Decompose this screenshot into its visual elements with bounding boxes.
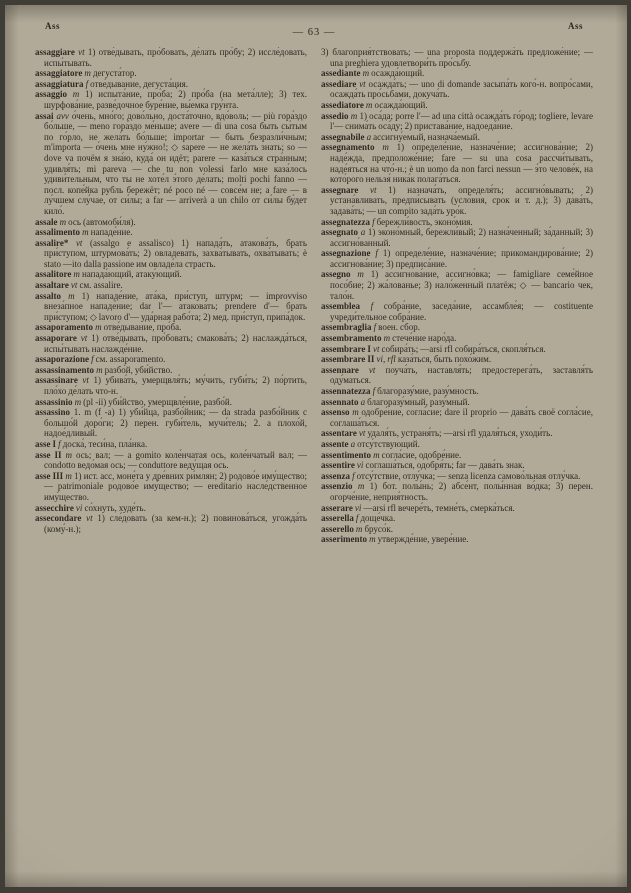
headword: assassinare [35, 375, 78, 386]
headword: assaporazione [35, 354, 89, 365]
headword: assediare [321, 78, 357, 89]
dictionary-entry: assente a отсу́тствующий. [321, 438, 420, 449]
dictionary-entry: assentimento m согла́сие, одобре́ние. [321, 449, 462, 460]
headword: assecondare [35, 513, 82, 524]
dictionary-entry: asserello m брусо́к. [321, 523, 394, 534]
dictionary-entry: 3) благоприя́тствовать; — una proposta поддержа́ть предложе́ние; — una preghiera удовлетвори́ть про́сьбу. [321, 47, 593, 68]
part-of-speech: m [365, 99, 373, 110]
headword: assembrare I [321, 343, 371, 354]
headword: assegnabile [321, 131, 365, 142]
part-of-speech: m [357, 481, 365, 492]
dictionary-entry: assaporazione f см. assaporamento. [35, 354, 166, 365]
dictionary-entry: assennatezza f благоразу́мие, разу́мность. [321, 386, 479, 396]
part-of-speech: m [95, 322, 102, 333]
running-head [35, 21, 593, 47]
part-of-speech: vt [369, 184, 377, 195]
headword: assentimento [321, 449, 371, 460]
part-of-speech: m [65, 449, 72, 460]
column-left [35, 47, 307, 883]
dictionary-entry: assegnato a 1) эконо́мный, бережли́вый; 2) назна́ченный; за́данный; 3) ассигно́ванный. [321, 227, 593, 248]
headword: assaporamento [35, 322, 93, 333]
part-of-speech: vi, rfl [376, 354, 396, 365]
part-of-speech: m [357, 269, 364, 280]
part-of-speech: f [370, 301, 374, 312]
part-of-speech: m [65, 470, 72, 481]
part-of-speech: m [73, 269, 80, 280]
dictionary-entry: assediare vt осажда́ть; — uno di domande засыпа́ть кого́-н. вопро́сами, осажда́ть про́сьбами, докуча́ть. [321, 78, 593, 100]
part-of-speech: f [375, 248, 378, 259]
dictionary-entry: assenso m одобре́ние, согла́сие; dare il proprio — дава́ть своё согла́сие, соглаша́ться. [321, 407, 593, 428]
guide-word-left: Ass [45, 21, 61, 31]
part-of-speech: vt [75, 237, 83, 248]
part-of-speech: vt [78, 47, 85, 57]
part-of-speech: vt [70, 280, 78, 291]
dictionary-entry: assemblea f собра́ние, заседа́ние, ассамбле́я; — costituente учреди́тельное собра́ние. [321, 301, 593, 322]
dictionary-entry: asse III m 1) ист. асс, моне́та у дре́вних ри́млян; 2) родово́е иму́щество; — patrimoniale родово́е иму́щество; — ereditario насле́дственное иму́щество. [35, 470, 307, 502]
part-of-speech: f [372, 386, 376, 396]
headword: assecchire [35, 502, 74, 513]
dictionary-entry: assediatore m осажда́ющий. [321, 99, 428, 110]
part-of-speech: vt [86, 513, 93, 524]
dictionary-entry: assaggiare vt 1) отве́дывать, про́бовать, де́лать про́бу; 2) иссле́довать, испы́тывать. [35, 47, 307, 68]
dictionary-entry: asse II m ось; вал; — a gomito коле́нчатая ось, коле́нчатый вал; — condotto ведо́мая ось; — conduttore веду́щая ось. [35, 449, 307, 471]
text-columns [35, 47, 593, 883]
dictionary-entry: assentire vi соглаша́ться, одобря́ть; far — дава́ть знак. [321, 460, 525, 471]
headword: assentire [321, 460, 355, 471]
headword: asse I [35, 438, 57, 449]
dictionary-entry: assaporamento m отве́дывание, про́ба. [35, 322, 182, 333]
dictionary-entry: assegno m 1) ассигнова́ние, ассигно́вка; — famigliare семе́йное посо́бие; 2) жа́лованье; 3) нало́женный платёж; ◇ — bancario чек, тало́н. [321, 269, 593, 301]
part-of-speech: f [352, 470, 355, 481]
part-of-speech: f [373, 322, 377, 333]
headword: assennato [321, 396, 359, 407]
dictionary-entry: assembramento m стече́ние наро́да. [321, 333, 457, 344]
dictionary-entry: assembrare II vi, rfl каза́ться, быть похо́жим. [321, 354, 492, 365]
dictionary-entry: assale m ось (автомоби́ля). [35, 216, 136, 227]
headword: assassinio [35, 396, 73, 407]
headword: asserello [321, 523, 354, 534]
part-of-speech: vi [75, 502, 83, 513]
headword: assedio [321, 110, 349, 121]
dictionary-entry: assediante m осажда́ющий. [321, 68, 425, 79]
dictionary-entry: assaporare vt 1) отве́дывать, про́бовать; смакова́ть; 2) наслажда́ться, испы́тывать наслажде́ние. [35, 333, 307, 354]
part-of-speech: vi [356, 460, 364, 471]
dictionary-entry: assai avv о́чень, мно́го; дово́льно, доста́точно, вдо́воль; — più гора́здо бо́льше, — meno гора́здо ме́ньше; avere — di una cosa быть сы́тым по го́рло, не жела́ть бо́льше; importar — быть безразли́чным; m'importa — о́чень мне ну́жно!; ◇ sapere — не жела́ть знать; so — dove va почём я зна́ю, куда́ он идёт; parere — каза́ться стра́нным; удивля́ть; mi pareva — che tu non volessi farlo мне каза́лось удиви́тельным, что ты не хоте́л э́того де́лать; molti pochi fanno — посл. копе́йка рубль бережёт; né poco né — совсе́м не; a fare — в лу́чшем слу́чае, от си́лы; a far — arriverà a un chilo от си́лы бу́дет кило́. [35, 110, 307, 216]
dictionary-entry: assalto m 1) нападе́ние, ата́ка, при́ступ, штурм; — improvviso внеза́пное нападе́ние; dar l'— атакова́ть; prendere d'— брать при́ступом; ◇ lavoro d'— уда́рная рабо́та; 2) мед. при́ступ, припа́док. [35, 290, 307, 322]
headword: assegnato [321, 227, 359, 238]
headword: assaggiatore [35, 68, 83, 79]
part-of-speech: m [84, 68, 91, 79]
part-of-speech: vt [368, 364, 376, 375]
dictionary-entry: assenzio m 1) бот. полы́нь; 2) абсе́нт, полы́нная во́дка; 3) перен. огорче́ние, неприя́тность. [321, 481, 593, 502]
part-of-speech: a [366, 131, 372, 142]
dictionary-entry: asserimento m утвержде́ние, увере́ние. [321, 534, 469, 545]
part-of-speech: a [360, 396, 366, 407]
dictionary-entry: assecchire vi со́хнуть, худе́ть. [35, 502, 146, 513]
dictionary-entry: assaggio m 1) испыта́ние, про́ба; 2) про́ба (на мета́лле); 3) тех. шурфова́ние, разве́дочное буре́ние, вы́емка гру́нта. [35, 89, 307, 110]
headword: asse III [35, 470, 64, 481]
part-of-speech: m [74, 396, 82, 407]
headword: assembraglia [321, 322, 372, 333]
dictionary-entry: assennato a благоразу́мный, разу́мный. [321, 396, 470, 407]
part-of-speech: m [362, 68, 370, 79]
headword: assassino [35, 407, 71, 418]
headword: assediante [321, 68, 361, 79]
headword: assennare [321, 364, 359, 375]
headword: assalimento [35, 227, 80, 238]
part-of-speech: avv [56, 110, 69, 121]
part-of-speech: vt [372, 343, 380, 354]
headword: assalire* [35, 237, 69, 248]
headword: assaltare [35, 280, 69, 291]
headword: asserimento [321, 534, 367, 545]
headword: assassinamento [35, 364, 95, 375]
part-of-speech: m [369, 534, 376, 545]
guide-word-right: Ass [567, 21, 583, 31]
dictionary-page [5, 5, 627, 887]
headword: assegno [321, 269, 351, 280]
dictionary-entry: assaggiatore m дегуста́тор. [35, 68, 137, 79]
part-of-speech: a [360, 227, 366, 238]
headword: assalitore [35, 269, 72, 280]
part-of-speech: vt [80, 333, 88, 344]
headword: assembramento [321, 333, 382, 344]
part-of-speech: m [68, 290, 75, 301]
dictionary-entry: assegnazione f 1) определе́ние, назначе́ние; прикомандирова́ние; 2) ассигнова́ние; 3) предписа́ние. [321, 248, 593, 269]
dictionary-entry: assecondare vt 1) сле́довать (за кем-н.); 2) повинова́ться, угожда́ть (кому́-н.); [35, 513, 307, 534]
headword: assente [321, 438, 349, 449]
dictionary-entry: assegnare vt 1) назнача́ть, определя́ть; ассигно́вывать; 2) устана́вливать, предпи́сывать (усло́вия, срок и т. д.); 3) дава́ть, задава́ть; — un compito зада́ть уро́к. [321, 184, 593, 216]
headword: asserare [321, 502, 353, 513]
dictionary-entry: asserare vi —arsi rfl вечере́ть, темне́ть, смерка́ться. [321, 502, 515, 513]
headword: assembrare II [321, 354, 375, 365]
part-of-speech: m [373, 449, 380, 460]
headword: assegnazione [321, 248, 371, 259]
headword: assenso [321, 407, 350, 418]
headword: assaggiare [35, 47, 75, 57]
part-of-speech: m [355, 523, 363, 534]
dictionary-entry: assassinio m (pl -ii) уби́йство, умерщвле́ние, разбо́й. [35, 396, 232, 407]
headword: assenza [321, 470, 350, 481]
headword: assentare [321, 428, 357, 439]
part-of-speech: f [355, 513, 359, 524]
headword: asse II [35, 449, 62, 460]
dictionary-entry: assassinare vt 1) убива́ть, умерщвля́ть; му́чить, губи́ть; 2) по́ртить, пло́хо де́лать что-н. [35, 375, 307, 396]
part-of-speech: f [91, 354, 94, 365]
dictionary-entry: assegnabile a ассигну́емый, назнача́емый. [321, 131, 480, 142]
dictionary-entry: assembrare I vt собира́ть; —arsi rfl собира́ться, скопля́ться. [321, 343, 546, 354]
dictionary-entry: assassinamento m разбо́й, уби́йство. [35, 364, 173, 375]
part-of-speech: vt [359, 78, 366, 89]
part-of-speech: m [96, 364, 103, 375]
dictionary-entry: assembraglia f воен. сбор. [321, 322, 420, 333]
headword: assale [35, 216, 58, 227]
page-number: — 63 — [292, 27, 336, 38]
headword: assemblea [321, 301, 360, 312]
part-of-speech: m [72, 89, 80, 100]
dictionary-entry: assenza f отсу́тствие, отлу́чка; — senza licenza самово́льная отлу́чка. [321, 470, 581, 481]
headword: assegnare [321, 184, 359, 195]
dictionary-entry: assalitore m напада́ющий, атаку́ющий. [35, 269, 182, 280]
part-of-speech: vt [82, 375, 89, 386]
dictionary-entry: assalimento m нападе́ние. [35, 227, 133, 238]
dictionary-entry: assegnamento m 1) определе́ние, назначе́ние; ассигнова́ние; 2) наде́жда, предположе́ние; fare — su una cosa рассчи́тывать, наде́яться на что́-н.; è un uomo da non farci nessun — э́то челове́к, на кото́рого нельзя́ ника́к полага́ться. [321, 142, 593, 185]
part-of-speech: m [352, 407, 359, 418]
part-of-speech: m [382, 142, 389, 153]
headword: assediatore [321, 99, 364, 110]
headword: assaporare [35, 333, 77, 344]
headword: assalto [35, 290, 62, 301]
part-of-speech: vt [358, 428, 366, 439]
dictionary-entry: assassino 1. m (f -a) 1) уби́йца, разбо́йник; — da strada разбо́йник с большо́й доро́ги; 2) перен. губи́тель, мучи́тель; 2. a плохо́й, надое́дливый. [35, 407, 307, 439]
headword: assennatezza [321, 386, 371, 396]
part-of-speech: f [372, 216, 375, 227]
dictionary-entry: asse I f доска́, теси́на, пла́нка. [35, 438, 148, 449]
headword: assaggio [35, 89, 68, 100]
dictionary-entry: assegnatezza f бережли́вость, эконо́мия. [321, 216, 473, 227]
headword: assaggiatura [35, 78, 84, 89]
dictionary-entry: assentare vt удаля́ть, устраня́ть; —arsi rfl удаля́ться, уходи́ть. [321, 428, 553, 439]
dictionary-entry: assaltare vt см. assalire. [35, 280, 123, 291]
part-of-speech: m [82, 227, 89, 238]
headword: assai [35, 110, 54, 121]
headword: assegnatezza [321, 216, 370, 227]
dictionary-entry: asserella f доще́чка. [321, 513, 396, 524]
headword: assegnamento [321, 142, 375, 153]
part-of-speech: f [85, 78, 89, 89]
dictionary-entry: assedio m 1) оса́да; porre l'— ad una città осажда́ть го́род; togliere, levare l'— снима́ть оса́ду; 2) пристава́ние, надоеда́ние. [321, 110, 593, 132]
headword: assenzio [321, 481, 353, 492]
part-of-speech: a [350, 438, 356, 449]
part-of-speech: vi [354, 502, 362, 513]
part-of-speech: m [59, 216, 67, 227]
dictionary-entry: assaggiatura f отве́дывание, дегуста́ция. [35, 78, 189, 89]
dictionary-entry: assennare vt поуча́ть, наставля́ть; предостерега́ть, заставля́ть оду́маться. [321, 364, 593, 386]
part-of-speech: m [383, 333, 391, 344]
dictionary-entry: assalire* vt (assalgo e assalisco) 1) напада́ть, атакова́ть, брать при́ступом, штурмова́ть; 2) овладева́ть, захва́тывать, охва́тывать; è stato —ito dalla passione им овладе́ла страсть. [35, 237, 307, 269]
part-of-speech: f [58, 438, 61, 449]
column-right [321, 47, 593, 883]
part-of-speech: m [350, 110, 358, 121]
headword: asserella [321, 513, 354, 524]
